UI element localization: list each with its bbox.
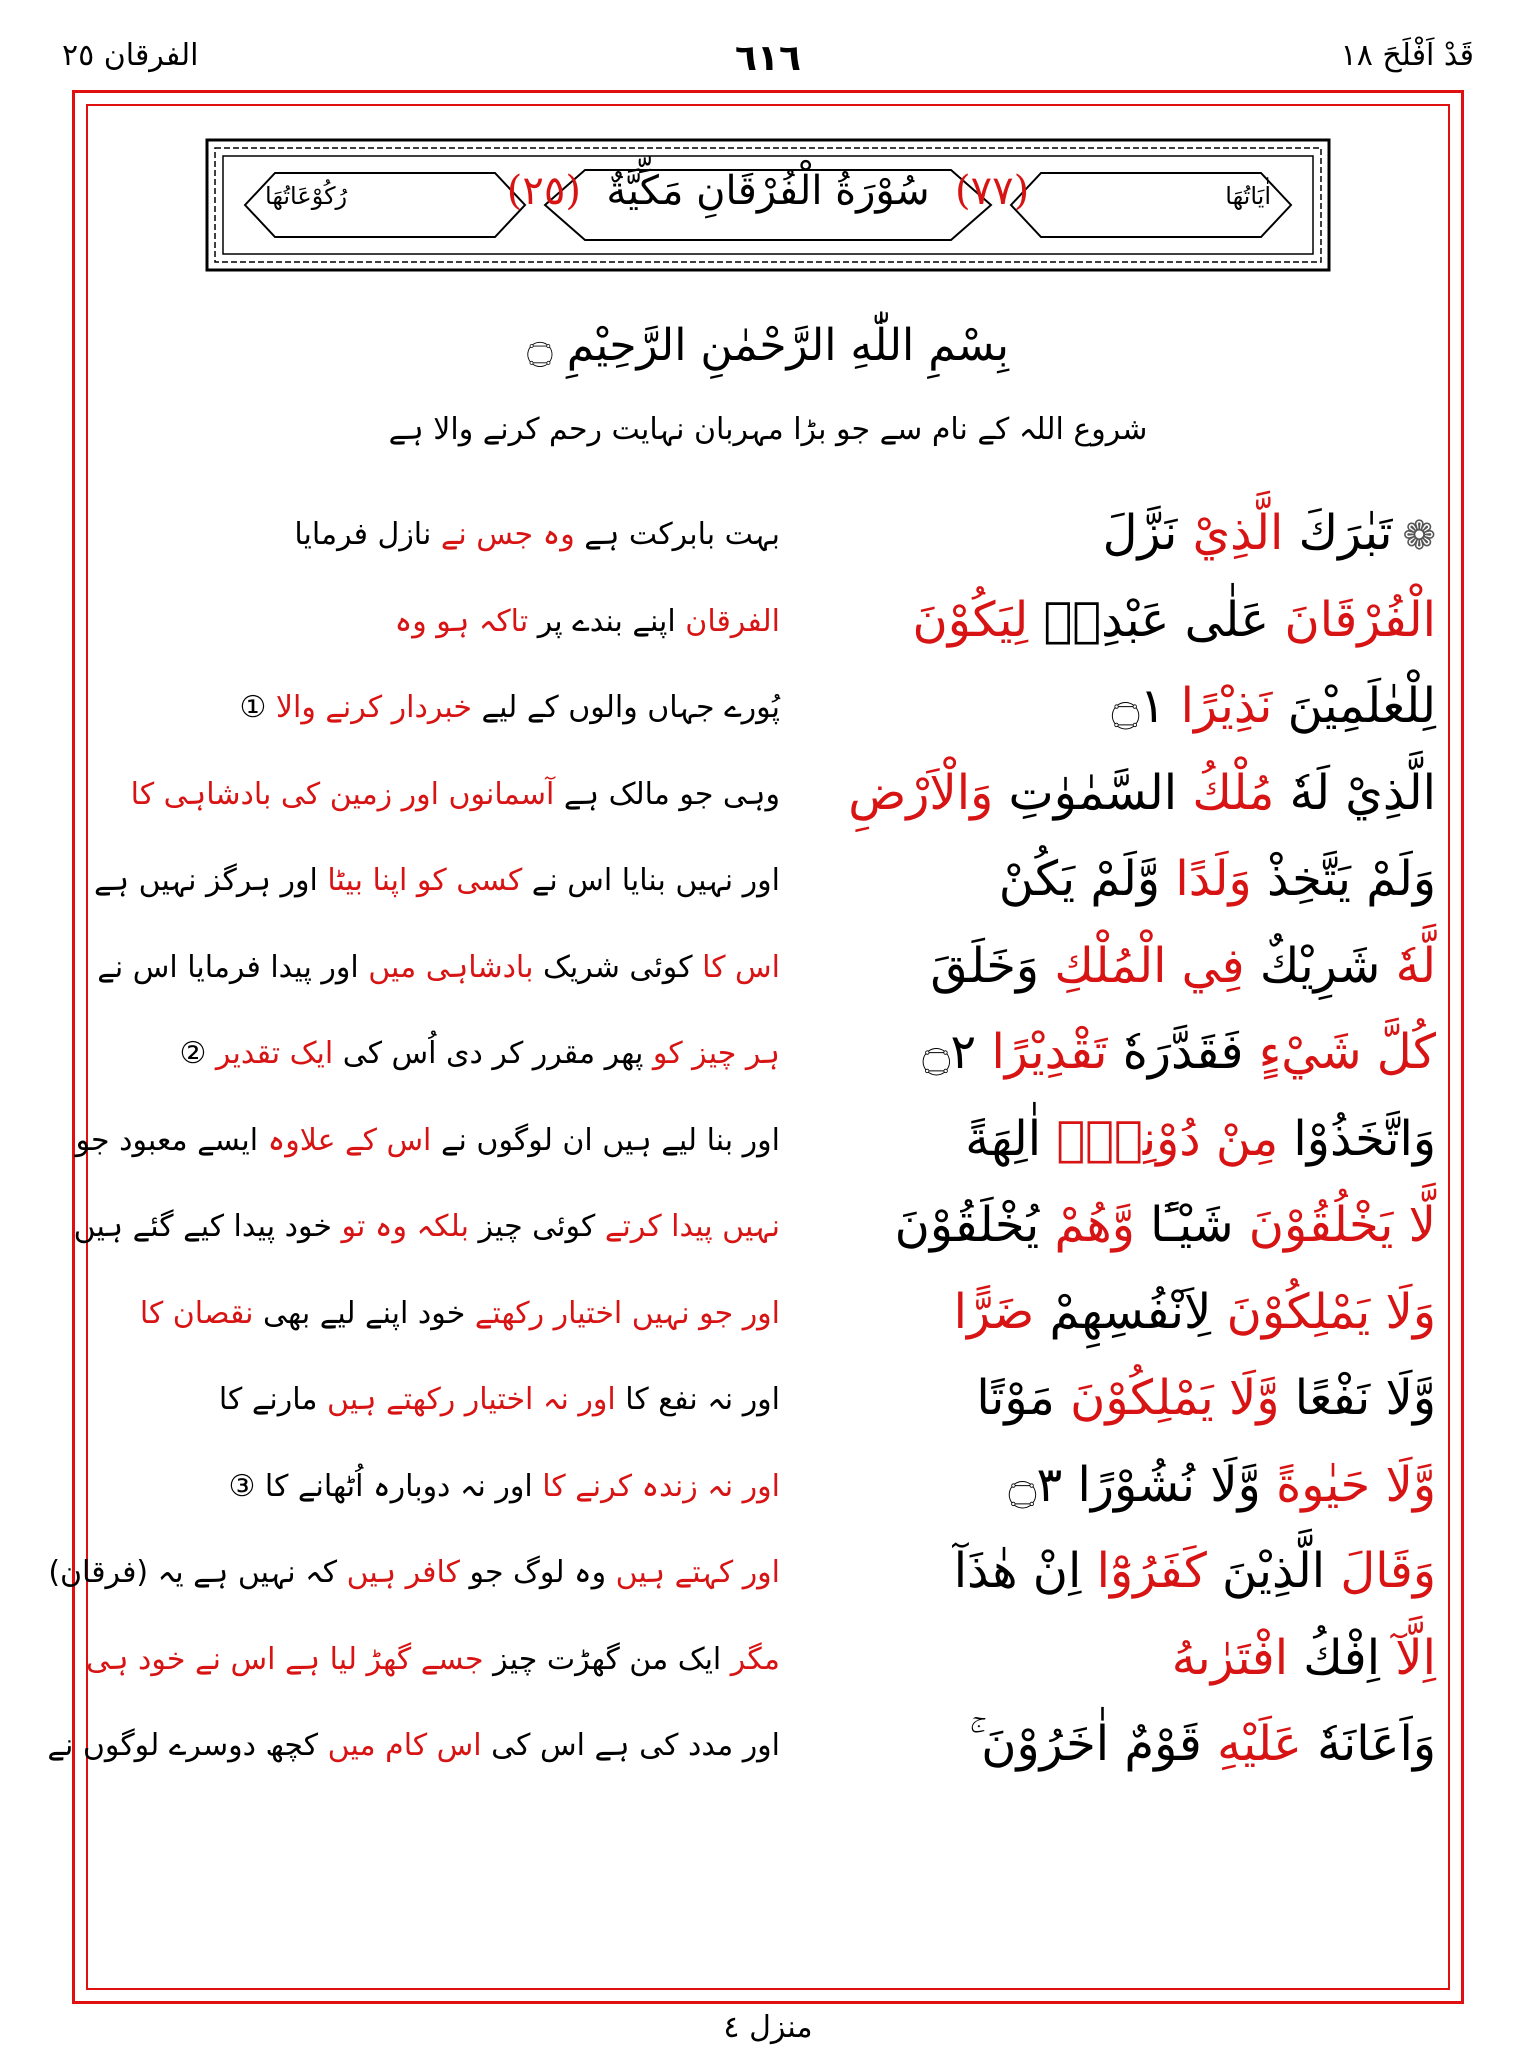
verse-line xyxy=(73,1197,1436,1281)
arabic-text xyxy=(999,851,1436,907)
manzil-footer: منزل ٤ xyxy=(723,2010,813,2045)
text-segment: الَّذِيْنَ xyxy=(1206,1543,1341,1599)
highlight-segment: اور نہ زندہ کرنے کا xyxy=(542,1468,780,1504)
text-segment: اور نہ نفع کا xyxy=(615,1382,780,1417)
urdu-translation xyxy=(48,1555,780,1590)
urdu-translation xyxy=(140,1382,780,1417)
urdu-translation xyxy=(130,776,780,812)
text-segment: ① xyxy=(239,690,276,725)
text-segment: نَزَّلَ xyxy=(1102,505,1193,561)
surah-number: (٢٥) xyxy=(506,168,581,214)
highlight-segment: اس کام میں xyxy=(327,1728,482,1763)
text-segment: ۝٢ xyxy=(922,1024,992,1080)
arabic-text xyxy=(922,1024,1436,1080)
arabic-text xyxy=(1112,678,1437,734)
verse-line xyxy=(100,1284,1436,1368)
arabic-text xyxy=(930,938,1436,994)
text-segment: اور مدد کی ہے اس کی xyxy=(481,1728,780,1763)
verse-line xyxy=(75,1110,1436,1195)
text-segment: لِلْعٰلَمِيْنَ xyxy=(1272,678,1436,734)
text-segment: فَقَدَّرَهٗ xyxy=(1107,1024,1259,1080)
page-header xyxy=(0,38,1536,78)
text-segment: اور ہرگز نہیں ہے xyxy=(93,863,328,898)
highlight-segment: الفرقان xyxy=(685,603,780,639)
verse-line xyxy=(100,1370,1436,1454)
highlight-segment: وَلَا يَمْلِكُوْنَ xyxy=(1226,1283,1436,1340)
surah-name-header: الفرقان ٢٥ xyxy=(62,38,199,73)
highlight-segment: تَقْدِيْرًا xyxy=(991,1024,1108,1080)
highlight-segment: آسمانوں اور زمین کی بادشاہی کا xyxy=(130,776,555,812)
highlight-segment: جسے گھڑ لیا ہے اس نے خود ہی xyxy=(85,1641,484,1677)
text-segment: اور بنا لیے ہیں ان لوگوں نے xyxy=(431,1122,780,1158)
highlight-segment: لَّا يَخْلُقُوْنَ xyxy=(1248,1197,1436,1253)
verse-line xyxy=(93,851,1436,935)
arabic-text xyxy=(895,1197,1436,1253)
highlight-segment: كُلَّ شَيْءٍ xyxy=(1258,1024,1436,1080)
highlight-segment: اس کا xyxy=(702,949,780,985)
juz-name: قَدْ اَفْلَحَ ١٨ xyxy=(1340,38,1474,73)
highlight-segment: مِنْ دُوْنِهٖٓ xyxy=(1056,1110,1279,1167)
arabic-text xyxy=(976,1370,1436,1426)
text-segment: ایسے معبود جو xyxy=(75,1122,268,1158)
text-segment: وَخَلَقَ xyxy=(930,937,1055,994)
highlight-segment: کافر ہیں xyxy=(346,1555,460,1590)
verse-line xyxy=(100,678,1436,762)
text-segment: ② xyxy=(179,1036,216,1071)
text-segment: مَوْتًا xyxy=(976,1370,1071,1426)
label-ayat: اٰيَاتُهَا xyxy=(1225,182,1271,210)
urdu-translation xyxy=(85,1641,780,1677)
text-segment: خود پیدا کیے گئے ہیں xyxy=(73,1209,342,1244)
arabic-text xyxy=(1008,1457,1436,1513)
urdu-translation xyxy=(93,863,780,898)
verse-line xyxy=(100,1457,1436,1541)
arabic-text xyxy=(1172,1630,1436,1686)
urdu-translation xyxy=(140,1296,780,1331)
text-segment: پُورے جہاں والوں کے لیے xyxy=(471,690,780,725)
highlight-segment: وَلَدًا xyxy=(1175,851,1252,907)
text-segment: مارنے کا xyxy=(218,1382,327,1417)
highlight-segment: نَذِيْرًا xyxy=(1180,678,1273,734)
highlight-segment: اور کہتے ہیں xyxy=(615,1555,780,1590)
text-segment: يُخْلَقُوْنَ xyxy=(894,1197,1055,1253)
urdu-translation xyxy=(140,604,780,639)
arabic-text xyxy=(913,592,1436,648)
urdu-translation xyxy=(140,1469,780,1504)
highlight-segment: اور جو نہیں اختیار رکھتے xyxy=(474,1295,780,1331)
text-segment: کوئی چیز xyxy=(468,1209,605,1244)
verse-line xyxy=(48,1543,1436,1627)
text-segment: شَيْـًٔا xyxy=(1134,1197,1249,1253)
text-segment: وَاَعَانَهٗ xyxy=(1301,1716,1436,1772)
text-segment: وہی جو مالک ہے xyxy=(554,776,780,812)
text-segment: اور نہیں بنایا اس نے xyxy=(522,863,780,898)
highlight-segment: نہیں پیدا کرتے xyxy=(604,1209,780,1244)
text-segment: اِفْكُ xyxy=(1288,1629,1396,1686)
highlight-segment: الْفُرْقَانَ xyxy=(1284,591,1436,648)
text-segment: وَلَمْ يَتَّخِذْ xyxy=(1251,851,1436,907)
urdu-translation xyxy=(73,1209,780,1244)
verse-line xyxy=(100,592,1436,676)
arabic-text xyxy=(1103,505,1436,561)
highlight-segment: لِيَكُوْنَ xyxy=(912,591,1029,648)
highlight-segment: كَفَرُوْٓا xyxy=(1096,1543,1207,1599)
highlight-segment: وَّهُمْ xyxy=(1054,1197,1135,1253)
highlight-segment: اِلَّآ xyxy=(1395,1629,1436,1686)
highlight-segment: بلکہ وہ تو xyxy=(341,1209,469,1244)
urdu-translation xyxy=(140,690,780,725)
arabic-text xyxy=(954,1284,1436,1340)
highlight-segment: اس کے علاوہ xyxy=(267,1122,432,1158)
text-segment: خود اپنے لیے بھی xyxy=(253,1295,475,1331)
highlight-segment: وَّلَا حَيٰوةً xyxy=(1276,1456,1436,1513)
text-segment: کچھ دوسرے لوگوں نے xyxy=(47,1728,328,1763)
arabic-text xyxy=(965,1111,1436,1167)
highlight-segment: وَالْاَرْضِ xyxy=(848,764,994,821)
highlight-segment: الَّذِيْ xyxy=(1192,505,1284,561)
text-segment: بہت بابرکت ہے xyxy=(574,517,780,552)
highlight-segment: تاکہ ہو وہ xyxy=(394,603,529,639)
highlight-segment: ہر چیز کو xyxy=(652,1036,780,1071)
text-segment: اِنْ هٰذَآ xyxy=(953,1543,1097,1599)
highlight-segment: وَّلَا يَمْلِكُوْنَ xyxy=(1070,1370,1280,1426)
label-ruku: رُكُوْعَاتُهَا xyxy=(265,182,348,210)
text-segment: قَوْمٌ اٰخَرُوْنَ ۚ xyxy=(969,1716,1218,1772)
text-segment: الَّذِيْ لَهٗ xyxy=(1274,764,1436,821)
text-segment: عَلٰى عَبْدِهٖ xyxy=(1028,591,1285,648)
surah-title: سُوْرَةُ الْفُرْقَانِ مَكِّيَّةٌ xyxy=(606,168,930,214)
text-segment: لِاَنْفُسِهِمْ xyxy=(1034,1283,1227,1340)
highlight-segment: لَّهٗ xyxy=(1395,937,1436,994)
text-segment: شَرِيْكٌ xyxy=(1244,937,1396,994)
urdu-translation xyxy=(140,1036,780,1071)
highlight-segment: خبردار کرنے والا xyxy=(275,690,472,725)
arabic-text xyxy=(848,765,1436,821)
verse-line xyxy=(47,1716,1436,1800)
text-segment: وَاتَّخَذُوْا xyxy=(1278,1110,1436,1167)
highlight-segment: عَلَيْهِ xyxy=(1217,1716,1302,1772)
highlight-segment: وَقَالَ xyxy=(1340,1543,1436,1599)
text-segment: تَبٰرَكَ xyxy=(1283,505,1393,561)
text-segment: وَّلَا نَفْعًا xyxy=(1279,1370,1436,1426)
highlight-segment: بادشاہی میں xyxy=(368,949,534,985)
verse-line xyxy=(100,765,1436,849)
text-segment: ۝١ xyxy=(1111,678,1181,734)
highlight-segment: ضَرًّا xyxy=(953,1283,1035,1340)
arabic-text xyxy=(969,1716,1436,1773)
text-segment: اور پیدا فرمایا اس نے xyxy=(97,949,369,985)
highlight-segment: ایک تقدیر xyxy=(215,1036,334,1071)
verse-line xyxy=(100,505,1436,589)
text-segment: اٰلِهَةً xyxy=(965,1110,1057,1167)
urdu-translation xyxy=(47,1728,780,1763)
text-segment: ایک من گھڑت چیز xyxy=(483,1641,731,1677)
text-segment: کہ نہیں ہے یہ (فرقان) xyxy=(48,1555,347,1590)
page-number: ٦١٦ xyxy=(735,38,801,79)
verse-line xyxy=(100,1024,1436,1108)
highlight-segment: کسی کو اپنا بیٹا xyxy=(327,863,523,898)
text-segment: کوئی شریک xyxy=(533,949,703,985)
verse-start-flower-icon: ❁ xyxy=(1402,513,1436,559)
highlight-segment: نقصان کا xyxy=(139,1295,254,1331)
urdu-translation xyxy=(140,517,780,552)
urdu-translation xyxy=(97,949,780,985)
urdu-translation xyxy=(75,1122,780,1158)
highlight-segment: فِي الْمُلْكِ xyxy=(1054,937,1245,994)
surah-banner xyxy=(205,138,1331,272)
text-segment: نازل فرمایا xyxy=(294,517,441,552)
text-segment: پھر مقرر کر دی اُس کی xyxy=(333,1036,653,1071)
surah-ayat-count: (٧٧) xyxy=(955,168,1030,214)
highlight-segment: وہ جس نے xyxy=(440,517,575,552)
highlight-segment: اور نہ اختیار رکھتے ہیں xyxy=(327,1382,616,1417)
bismillah-translation: شروع اللہ کے نام سے جو بڑا مہربان نہایت رحم کرنے والا ہے xyxy=(388,412,1148,447)
text-segment: اپنے بندے پر xyxy=(528,603,686,639)
text-segment: السَّمٰوٰتِ xyxy=(993,764,1193,821)
bismillah: بِسْمِ اللّٰهِ الرَّحْمٰنِ الرَّحِيْمِ ۝ xyxy=(526,320,1009,371)
highlight-segment: مُلْكُ xyxy=(1192,764,1275,821)
text-segment: اور نہ دوبارہ اُٹھانے کا ③ xyxy=(228,1468,543,1504)
highlight-segment: افْتَرٰىهُ xyxy=(1171,1629,1289,1686)
text-segment: وہ لوگ جو xyxy=(459,1555,616,1590)
text-segment: وَّلَا نُشُوْرًا ۝٣ xyxy=(1008,1456,1277,1513)
highlight-segment: مگر xyxy=(730,1641,780,1677)
surah-title-line xyxy=(205,168,1331,214)
text-segment: وَّلَمْ يَكُنْ xyxy=(998,851,1176,907)
verse-line xyxy=(85,1629,1436,1714)
verse-line xyxy=(97,937,1436,1022)
arabic-text xyxy=(954,1543,1436,1599)
